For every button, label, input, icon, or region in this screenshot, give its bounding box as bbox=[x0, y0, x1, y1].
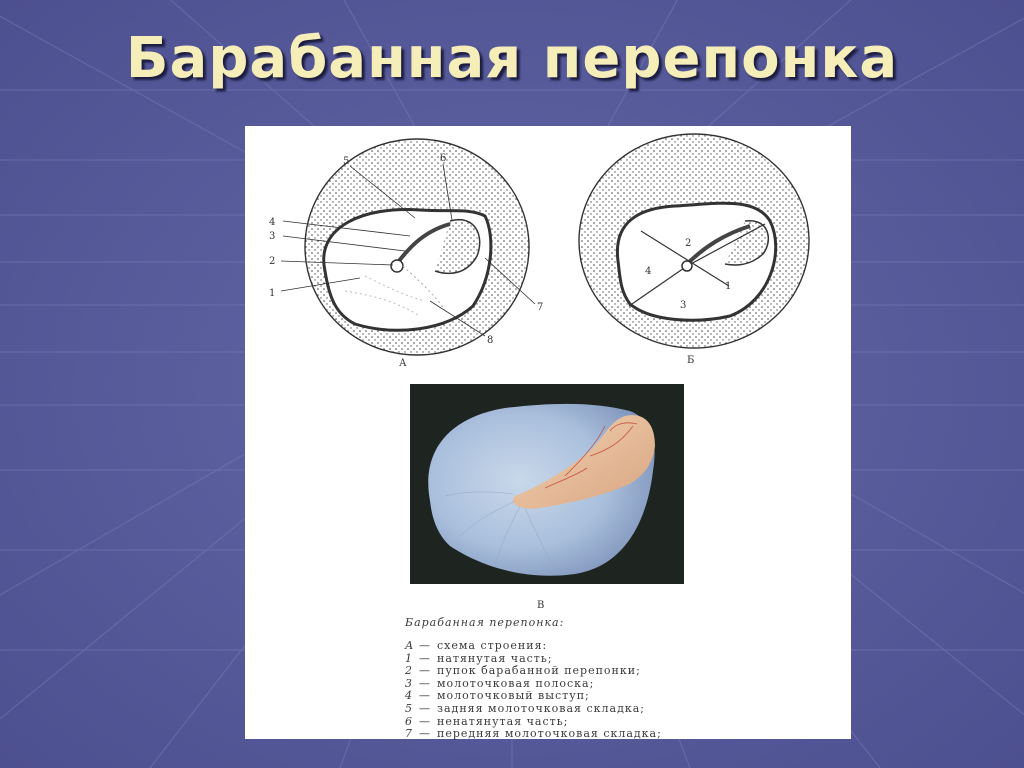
diagram-b-number-1: 1 bbox=[725, 281, 732, 292]
legend-item: 5 — задняя молоточковая складка; bbox=[405, 701, 645, 715]
diagram-a-number-6: 6 bbox=[440, 153, 447, 164]
eardrum-photo bbox=[410, 384, 684, 584]
legend-item: 3 — молоточковая полоска; bbox=[405, 676, 595, 690]
legend-item: 1 — натянутая часть; bbox=[405, 651, 553, 665]
slide-title: Барабанная перепонка bbox=[125, 26, 899, 91]
textbook-figure bbox=[245, 126, 851, 739]
diagram-a-number-8: 8 bbox=[487, 335, 494, 346]
figure-caption: Барабанная перепонка: bbox=[405, 616, 565, 629]
diagram-a bbox=[281, 139, 535, 355]
diagram-a-number-4: 4 bbox=[269, 217, 276, 228]
diagram-a-number-1: 1 bbox=[269, 288, 276, 299]
legend-item: 2 — пупок барабанной перепонки; bbox=[405, 664, 641, 678]
diagram-b bbox=[579, 134, 809, 348]
legend-item: 7 — передняя молоточковая складка; bbox=[405, 727, 662, 741]
diagram-b-number-3: 3 bbox=[680, 300, 687, 311]
legend-item: А — схема строения: bbox=[405, 639, 548, 652]
diagram-a-number-2: 2 bbox=[269, 256, 276, 267]
diagram-a-number-7: 7 bbox=[537, 302, 544, 313]
figure-legend bbox=[405, 640, 845, 741]
legend-item: 6 — ненатянутая часть; bbox=[405, 714, 569, 728]
diagram-b-number-4: 4 bbox=[645, 266, 652, 277]
panel-a-label: А bbox=[399, 358, 407, 369]
diagram-b-number-2: 2 bbox=[685, 238, 692, 249]
panel-v-label: В bbox=[537, 600, 545, 611]
legend-item: 4 — молоточковый выступ; bbox=[405, 689, 590, 703]
diagram-a-number-3: 3 bbox=[269, 231, 276, 242]
diagram-a-number-5: 5 bbox=[343, 156, 350, 167]
panel-b-label: Б bbox=[687, 355, 695, 366]
